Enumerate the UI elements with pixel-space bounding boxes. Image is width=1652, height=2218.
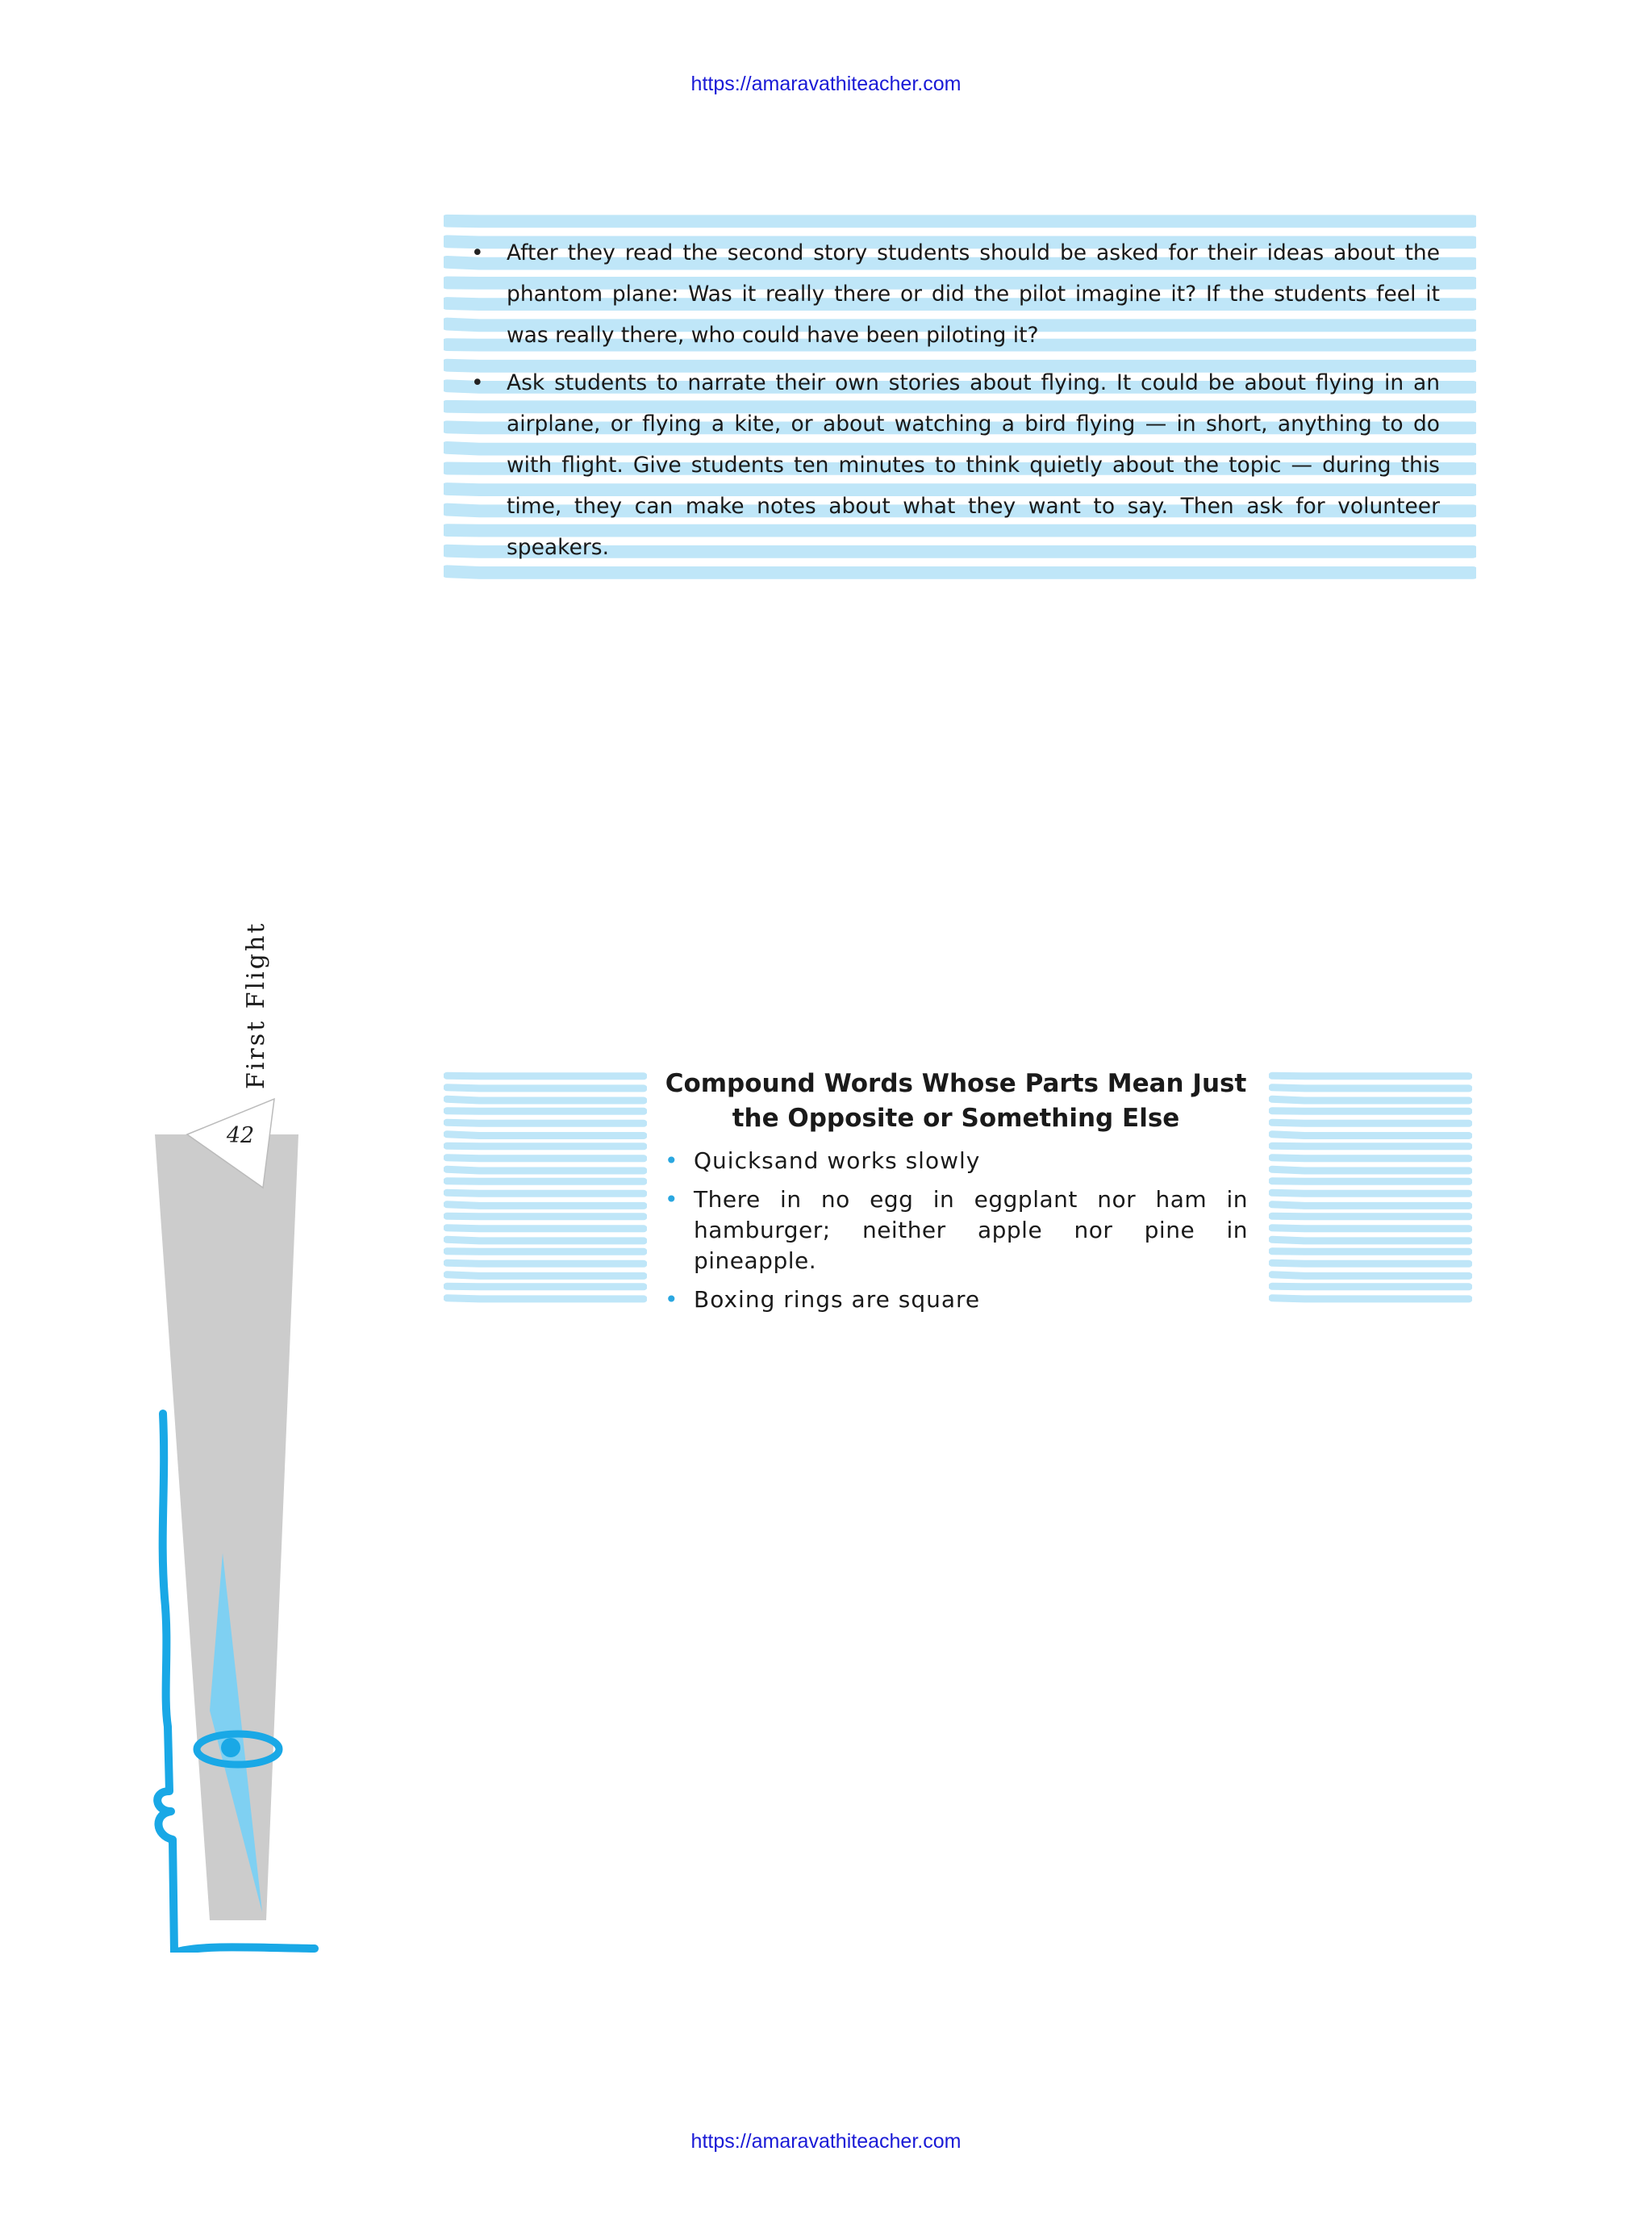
stripe-line xyxy=(447,1111,644,1112)
gray-beam xyxy=(155,1134,298,1920)
stripe-line xyxy=(447,1099,644,1101)
compound-item: • There in no egg in eggplant nor ham in hamburger; neither apple nor pine in pineapple. xyxy=(663,1184,1248,1276)
stripe-line xyxy=(447,1251,644,1252)
stripe-line xyxy=(1272,1239,1469,1241)
stripe-line xyxy=(447,1263,644,1264)
stripe-line xyxy=(447,1158,644,1159)
stripe-line xyxy=(447,1298,644,1299)
stripe-line xyxy=(1272,1099,1469,1101)
stripe-line xyxy=(1272,1263,1469,1264)
stripe-line xyxy=(1272,1122,1469,1123)
compound-item: • Quicksand works slowly xyxy=(663,1146,1248,1176)
stripe-line xyxy=(1272,1205,1469,1206)
series-title: First Flight xyxy=(242,921,270,1089)
chin-line xyxy=(174,1947,315,1953)
activity-list xyxy=(468,232,1440,574)
header-url[interactable]: https://amaravathiteacher.com xyxy=(690,73,962,95)
stripe-line xyxy=(1272,1169,1469,1171)
stripe-line xyxy=(447,1228,644,1229)
stripe-line xyxy=(1272,1228,1469,1229)
stripe-line xyxy=(447,1146,644,1147)
face-decoration xyxy=(145,1081,331,1953)
stripe-line xyxy=(447,1239,644,1241)
stripe-line xyxy=(447,1122,644,1123)
stripe-line xyxy=(447,221,1473,222)
compound-item: • Boxing rings are square xyxy=(663,1284,1248,1315)
stripe-line xyxy=(1272,1216,1469,1217)
stripe-line xyxy=(447,1286,644,1287)
stripe-line xyxy=(1272,1181,1469,1182)
eye-pupil xyxy=(221,1738,240,1757)
face-profile-line xyxy=(157,1414,174,1953)
stripe-line xyxy=(447,1134,644,1136)
compound-list xyxy=(663,1146,1248,1323)
activity-item: • After they read the second story students should be asked for their ideas about the phantom plane: Was it really there or did the pilot imagine it? If the students feel it was really there, who could have been piloting it? xyxy=(468,232,1440,356)
stripe-line xyxy=(1272,1275,1469,1276)
stripe-line xyxy=(447,1169,644,1171)
left-box-stripes xyxy=(444,1069,647,1303)
activity-item: • Ask students to narrate their own stories about flying. It could be about flying in an airplane, or flying a kite, or about watching a bird flying — in short, anything to do with flight. Give students ten minutes to think quietly about the topic — during this time, they can make notes about what they want to say. Then ask for volunteer speakers. xyxy=(468,362,1440,568)
stripe-line xyxy=(1272,1158,1469,1159)
stripe-line xyxy=(447,1205,644,1206)
page-number: 42 xyxy=(226,1123,255,1148)
stripe-line xyxy=(1272,1298,1469,1299)
stripe-line xyxy=(1272,1251,1469,1252)
stripe-line xyxy=(447,1216,644,1217)
stripe-line xyxy=(447,1275,644,1276)
stripe-line xyxy=(1272,1134,1469,1136)
right-box-stripes xyxy=(1269,1069,1472,1303)
footer-url[interactable]: https://amaravathiteacher.com xyxy=(690,2130,962,2153)
stripe-line xyxy=(1272,1111,1469,1112)
compound-box-title: Compound Words Whose Parts Mean Just the Opposite or Something Else xyxy=(665,1069,1247,1133)
stripe-line xyxy=(1272,1286,1469,1287)
stripe-line xyxy=(1272,1146,1469,1147)
stripe-line xyxy=(447,1181,644,1182)
